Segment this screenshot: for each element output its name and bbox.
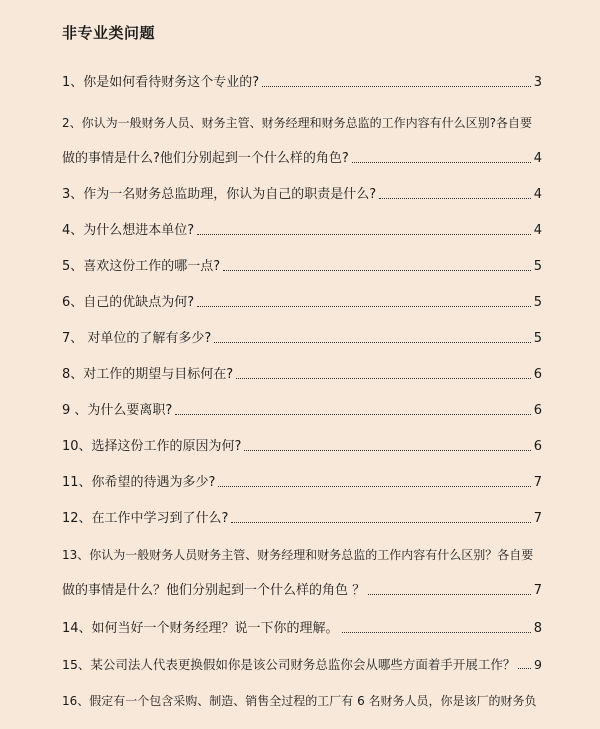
dot-leader (223, 270, 531, 271)
toc-entry-text: 1、你是如何看待财务这个专业的? (62, 75, 260, 90)
toc-entry-continuation[interactable] (62, 148, 542, 168)
toc-entry-text: 做的事情是什么？他们分别起到一个什么样的角色 ？ (62, 583, 366, 598)
toc-entry-text: 6、自己的优缺点为何? (62, 295, 195, 310)
toc-page-number: 8 (533, 621, 542, 636)
toc-entry-continuation[interactable] (62, 580, 542, 600)
dot-leader (379, 198, 531, 199)
toc-entry[interactable] (62, 436, 542, 456)
dot-leader (518, 668, 531, 669)
toc-page-number: 6 (533, 367, 542, 382)
toc-page-number: 3 (533, 75, 542, 90)
toc-entry-text: 2、你认为一般财务人员、财务主管、财务经理和财务总监的工作内容有什么区别?各自要 (62, 116, 533, 130)
toc-entry-text: 13、你认为一般财务人员财务主管、财务经理和财务总监的工作内容有什么区别？各自要 (62, 548, 534, 562)
toc-entry[interactable] (62, 364, 542, 384)
toc-page-number: 7 (533, 475, 542, 490)
toc-entry[interactable] (62, 292, 542, 312)
toc-page-number: 7 (533, 583, 542, 598)
toc-entry[interactable] (62, 654, 542, 674)
dot-leader (175, 414, 530, 415)
toc-entry[interactable] (62, 618, 542, 638)
dot-leader (231, 522, 530, 523)
toc-page-number: 9 (534, 657, 542, 672)
toc-entry-text: 16、假定有一个包含采购、制造、销售全过程的工厂有 6 名财务人员，你是该厂的财务负 (62, 694, 537, 708)
toc-entry-text: 5、喜欢这份工作的哪一点? (62, 259, 221, 274)
dot-leader (244, 450, 530, 451)
toc-entry[interactable] (62, 328, 542, 348)
toc-page-number: 5 (533, 295, 542, 310)
toc-page-number: 4 (533, 187, 542, 202)
toc-page-number: 6 (533, 439, 542, 454)
toc-page-number: 5 (533, 259, 542, 274)
toc-entry[interactable] (62, 256, 542, 276)
dot-leader (368, 594, 531, 595)
toc-entry[interactable] (62, 184, 542, 204)
toc-page-number: 4 (533, 223, 542, 238)
section-heading: 非专业类问题 (62, 24, 156, 42)
toc-entry-text: 7、 对单位的了解有多少? (62, 331, 212, 346)
toc-entry-text: 14、如何当好一个财务经理？说一下你的理解。 (62, 621, 339, 636)
toc-entry[interactable] (62, 508, 542, 528)
dot-leader (197, 234, 531, 235)
toc-entry-text: 9 、为什么要离职? (62, 403, 173, 418)
dot-leader (236, 378, 531, 379)
dot-leader (342, 632, 531, 633)
dot-leader (262, 86, 531, 87)
toc-entry[interactable] (62, 400, 542, 420)
toc-entry-text: 15、某公司法人代表更换假如你是该公司财务总监你会从哪些方面着手开展工作？ (62, 657, 516, 672)
toc-entry-text: 11、你希望的待遇为多少? (62, 475, 216, 490)
dot-leader (218, 486, 530, 487)
toc-entry[interactable] (62, 690, 542, 710)
toc-entry-text: 8、对工作的期望与目标何在? (62, 367, 234, 382)
toc-entry-text: 4、为什么想进本单位? (62, 223, 195, 238)
toc-entry-text: 10、选择这份工作的原因为何? (62, 439, 242, 454)
toc-entry[interactable] (62, 220, 542, 240)
toc-page-number: 5 (533, 331, 542, 346)
dot-leader (352, 162, 531, 163)
toc-entry[interactable] (62, 544, 542, 564)
toc-entry-text: 3、作为一名财务总监助理，你认为自己的职责是什么? (62, 187, 377, 202)
toc-entry[interactable] (62, 472, 542, 492)
dot-leader (214, 342, 530, 343)
toc-entry-text: 12、在工作中学习到了什么? (62, 511, 229, 526)
toc-entry-text: 做的事情是什么?他们分别起到一个什么样的角色? (62, 151, 349, 166)
toc-page-number: 6 (533, 403, 542, 418)
dot-leader (197, 306, 531, 307)
toc-entry[interactable] (62, 112, 542, 132)
toc-page-number: 7 (533, 511, 542, 526)
toc-page-number: 4 (533, 151, 542, 166)
toc-entry[interactable] (62, 72, 542, 92)
